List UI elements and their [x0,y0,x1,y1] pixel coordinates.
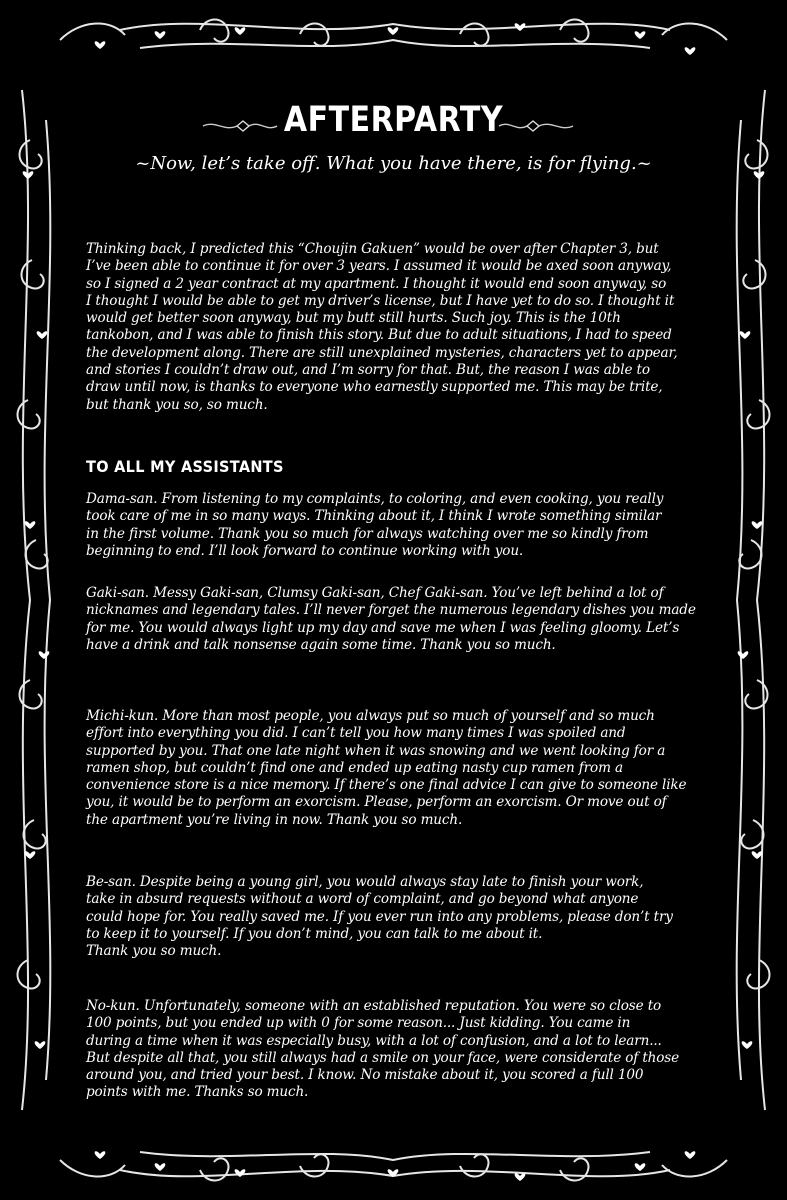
text-line: Dama-san. From listening to my complaints, to coloring, and even cooking, you really [86,491,664,507]
text-line: you, it would be to perform an exorcism. Please, perform an exorcism. Or move out of [86,794,667,811]
text-line: the apartment you’re living in now. Thank you so much. [86,811,463,828]
page-subtitle: ~Now, let’s take off. What you have there, is for flying.~ [135,153,652,174]
text-line: draw until now, is thanks to everyone who earnestly supported me. This may be trite, [86,379,663,396]
intro-paragraph [86,241,712,414]
page-title: AFTERPARTY [283,100,504,141]
text-line: have a drink and talk nonsense again some time. Thank you so much. [86,636,556,653]
text-line: Thinking back, I predicted this “Choujin Gakuen” would be over after Chapter 3, but [86,241,659,257]
text-line: took care of me in so many ways. Thinking about it, I think I wrote something similar [86,508,662,525]
text-line: in the first volume. Thank you so much for always watching over me so kindly from [86,525,649,542]
text-line: But despite all that, you still always had a smile on your face, were considerate of those [86,1049,680,1066]
text-line: points with me. Thanks so much. [86,1084,309,1101]
text-line: so I signed a 2 year contract at my apartment. I thought it would end soon anyway, so [86,275,667,292]
text-line: Michi-kun. More than most people, you always put so much of yourself and so much [86,708,655,724]
text-line: would get better soon anyway, but my butt still hurts. Such joy. This is the 10th [86,310,621,327]
text-line: around you, and tried your best. I know. No mistake about it, you scored a full 100 [86,1067,644,1084]
dama-paragraph [86,491,712,560]
text-line: take in absurd requests without a word of complaint, and go beyond what anyone [86,891,639,908]
text-line: ramen shop, but couldn’t find one and ended up eating nasty cup ramen from a [86,759,623,776]
text-line: tankobon, and I was able to finish this story. But due to adult situations, I had to speed [86,327,672,344]
text-line: No-kun. Unfortunately, someone with an established reputation. You were so close to [86,998,662,1014]
text-line: I’ve been able to continue it for over 3 years. I assumed it would be axed soon anyway, [86,258,672,275]
text-line: nicknames and legendary tales. I’ll never forget the numerous legendary dishes you made [86,602,696,619]
text-line: and stories I couldn’t draw out, and I’m sorry for that. But, the reason I was able to [86,362,650,379]
text-line: effort into everything you did. I can’t tell you how many times I was spoiled and [86,725,626,742]
text-line: beginning to end. I’ll look forward to continue working with you. [86,542,524,559]
title-row [0,100,787,144]
gaki-paragraph [86,585,712,654]
text-line: I thought I would be able to get my driver’s license, but I have yet to do so. I thought it [86,292,675,309]
text-line: could hope for. You really saved me. If you ever run into any problems, please don’t try [86,908,673,925]
text-line: but thank you so, so much. [86,396,268,413]
text-line: convenience store is a nice memory. If there’s one final advice I can give to someone like [86,777,687,794]
text-line: for me. You would always light up my day and save me when I was feeling gloomy. Let’s [86,619,680,636]
text-line: the development along. There are still unexplained mysteries, characters yet to appear, [86,344,678,361]
text-line: during a time when it was especially busy, with a lot of confusion, and a lot to learn... [86,1032,662,1049]
text-line: Thank you so much. [86,943,222,960]
be-paragraph [86,874,712,960]
text-line: Gaki-san. Messy Gaki-san, Clumsy Gaki-san, Chef Gaki-san. You’ve left behind a lot of [86,585,664,601]
text-line: 100 points, but you ended up with 0 for some reason... Just kidding. You came in [86,1015,631,1032]
section-heading: TO ALL MY ASSISTANTS [86,459,284,477]
text-line: to keep it to yourself. If you don’t mind, you can talk to me about it. [86,925,543,942]
no-paragraph [86,998,712,1102]
flourish-right-icon [497,118,575,134]
text-line: Be-san. Despite being a young girl, you would always stay late to finish your work, [86,874,644,890]
text-line: supported by you. That one late night when it was snowing and we went looking for a [86,742,666,759]
michi-paragraph [86,708,712,829]
